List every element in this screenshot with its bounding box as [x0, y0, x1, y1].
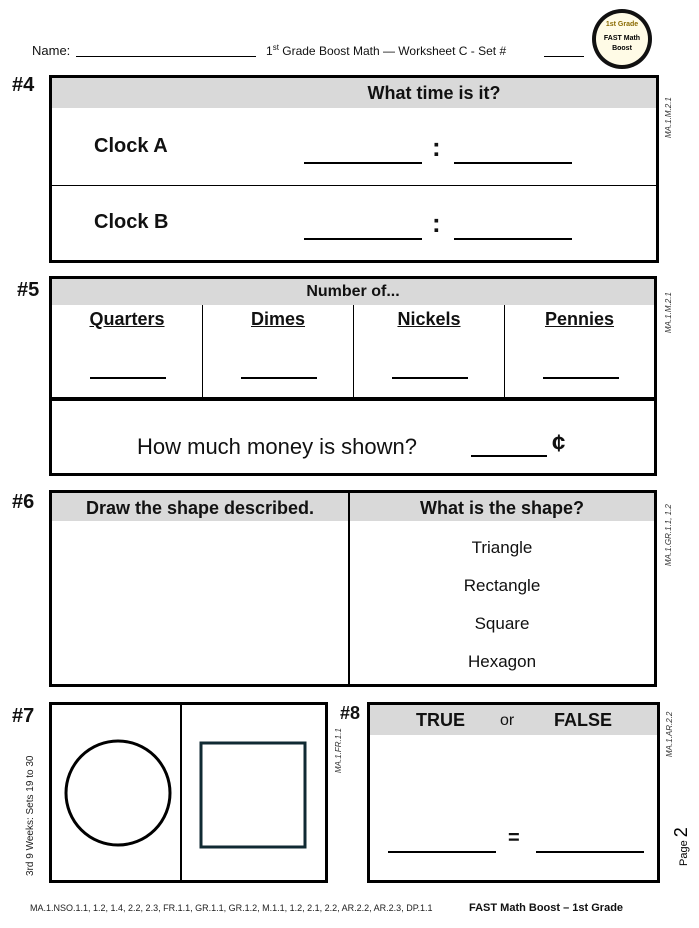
- question-6-standard: MA.1.GR.1.1, 1.2: [664, 504, 673, 566]
- badge-line-1: 1st Grade: [605, 21, 639, 28]
- page-number: 2: [671, 827, 691, 838]
- square-shape: [182, 705, 322, 880]
- pennies-count-field[interactable]: [543, 365, 619, 379]
- name-field[interactable]: [76, 46, 256, 57]
- coin-column-nickels: [354, 305, 505, 397]
- weeks-label: 3rd 9 Weeks: Sets 19 to 30: [25, 755, 36, 876]
- coin-label-dimes: Dimes: [250, 309, 306, 329]
- true-label[interactable]: TRUE: [416, 710, 465, 730]
- or-label: or: [500, 712, 515, 729]
- question-7-number: #7: [12, 705, 35, 727]
- question-5-number: #5: [17, 279, 40, 301]
- header: [30, 40, 590, 62]
- question-8-number: #8: [340, 703, 361, 723]
- true-false-heading: [370, 705, 657, 735]
- question-5-heading: Number of...: [52, 279, 654, 305]
- badge-line-2: FAST Math: [603, 35, 641, 42]
- fast-math-boost-badge: [592, 9, 652, 69]
- shape-option-square[interactable]: Square: [474, 614, 530, 633]
- clock-b-colon: :: [432, 208, 441, 238]
- coin-label-nickels: Nickels: [397, 309, 461, 329]
- dimes-count-field[interactable]: [241, 365, 317, 379]
- badge-line-3: Boost: [612, 45, 632, 52]
- clock-b-hour-field[interactable]: [304, 222, 422, 240]
- shape-option-rectangle[interactable]: Rectangle: [463, 576, 541, 595]
- money-question: How much money is shown?: [137, 434, 418, 459]
- right-expression-field[interactable]: [536, 837, 644, 853]
- clock-b-minute-field[interactable]: [454, 222, 572, 240]
- question-7-box: [49, 702, 328, 883]
- false-label[interactable]: FALSE: [554, 710, 613, 730]
- coin-label-pennies: Pennies: [544, 309, 615, 329]
- question-7-standard: MA.1.FR.1.1: [334, 728, 343, 773]
- question-5-coin-box: [49, 276, 657, 400]
- clock-a-hour-field[interactable]: [304, 146, 422, 164]
- nickels-count-field[interactable]: [392, 365, 468, 379]
- drawing-area[interactable]: [52, 521, 348, 684]
- question-6-box: [49, 490, 657, 687]
- left-expression-field[interactable]: [388, 837, 496, 853]
- question-4-standard: MA.1.M.2.1: [664, 97, 673, 138]
- question-4-number: #4: [12, 74, 35, 96]
- question-8-standard: MA.1.AR.2.2: [665, 711, 674, 757]
- quarters-count-field[interactable]: [90, 365, 166, 379]
- equals-sign: =: [508, 827, 520, 849]
- set-number-field[interactable]: [544, 46, 584, 57]
- page-label: Page 2: [671, 827, 691, 866]
- question-8-box: [367, 702, 660, 883]
- clock-b-label: Clock B: [94, 211, 169, 233]
- circle-shape: [56, 705, 176, 880]
- question-4-box: [49, 75, 659, 263]
- coin-column-dimes: [203, 305, 354, 397]
- footer-brand: FAST Math Boost – 1st Grade: [469, 902, 624, 914]
- shape-option-hexagon[interactable]: Hexagon: [467, 652, 537, 671]
- footer-standards: MA.1.NSO.1.1, 1.2, 1.4, 2.2, 2.3, FR.1.1, GR.1.1, GR.1.2, M.1.1, 1.2, 2.1, 2.2, AR.2.2, AR.2.3, DP.1.1: [30, 903, 433, 913]
- money-answer-field[interactable]: [471, 439, 547, 457]
- question-6-heading-bar: [52, 493, 654, 521]
- question-5-standard: MA.1.M.2.1: [664, 292, 673, 333]
- divider: [52, 185, 656, 186]
- draw-shape-heading: Draw the shape described.: [85, 498, 315, 518]
- clock-a-label: Clock A: [94, 135, 168, 157]
- question-6-number: #6: [12, 491, 35, 513]
- cent-symbol: ¢: [552, 430, 566, 457]
- question-5-money-box: [49, 398, 657, 476]
- what-shape-heading: What is the shape?: [419, 498, 585, 518]
- name-label: Name:: [32, 43, 71, 58]
- worksheet-title: 1st Grade Boost Math — Worksheet C - Set #: [266, 43, 507, 58]
- question-4-heading: What time is it?: [52, 78, 656, 108]
- shape-option-triangle[interactable]: Triangle: [471, 538, 533, 557]
- coin-column-quarters: [52, 305, 203, 397]
- clock-a-minute-field[interactable]: [454, 146, 572, 164]
- coin-column-pennies: [505, 305, 654, 397]
- clock-a-colon: :: [432, 132, 441, 162]
- coin-label-quarters: Quarters: [89, 309, 165, 329]
